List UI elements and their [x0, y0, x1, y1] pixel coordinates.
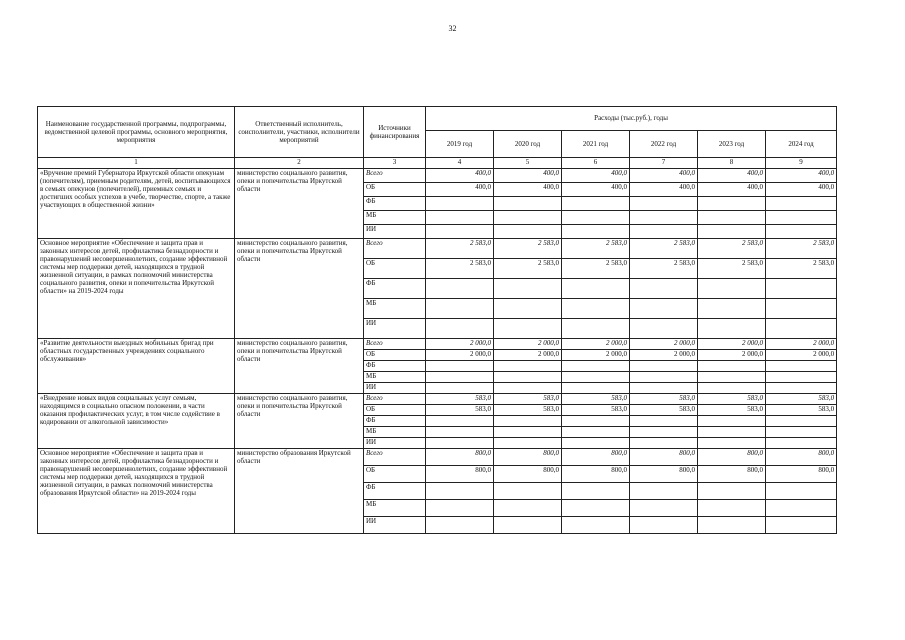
source-cell: МБ: [364, 500, 426, 517]
value-cell: 800,0: [630, 466, 698, 483]
page-number: 32: [448, 24, 457, 33]
value-cell: [630, 383, 698, 394]
header-executor: Ответственный исполнитель, соисполнители, участники, исполнители мероприятий: [235, 107, 364, 158]
value-cell: [630, 319, 698, 339]
value-cell: [562, 427, 630, 438]
program-name-cell: «Внедрение новых видов социальных услуг семьям, находящимся в социально опасном положении, в части оказания профилактических услуг, в том числе содействие в кодировании от алкогольной зависимости»: [38, 394, 235, 449]
table-row: [38, 239, 837, 259]
value-cell: [562, 517, 630, 534]
value-cell: 583,0: [630, 405, 698, 416]
value-cell: [698, 319, 766, 339]
table-row: [38, 394, 837, 405]
source-cell: ИИ: [364, 383, 426, 394]
value-cell: [494, 225, 562, 239]
value-cell: [698, 517, 766, 534]
value-cell: [494, 319, 562, 339]
source-cell: ОБ: [364, 259, 426, 279]
value-cell: 583,0: [494, 394, 562, 405]
value-cell: [698, 427, 766, 438]
value-cell: [562, 197, 630, 211]
value-cell: 800,0: [562, 449, 630, 466]
source-cell: ОБ: [364, 183, 426, 197]
value-cell: 2 583,0: [698, 259, 766, 279]
table-row: [38, 339, 837, 350]
value-cell: 583,0: [766, 405, 837, 416]
value-cell: [426, 517, 494, 534]
value-cell: 800,0: [630, 449, 698, 466]
source-cell: Всего: [364, 339, 426, 350]
value-cell: 583,0: [426, 405, 494, 416]
value-cell: 2 583,0: [698, 239, 766, 259]
value-cell: [698, 416, 766, 427]
value-cell: 2 000,0: [426, 350, 494, 361]
value-cell: [494, 517, 562, 534]
value-cell: 2 000,0: [494, 350, 562, 361]
value-cell: 2 000,0: [630, 350, 698, 361]
value-cell: [766, 211, 837, 225]
source-cell: МБ: [364, 211, 426, 225]
value-cell: [766, 416, 837, 427]
value-cell: [630, 279, 698, 299]
value-cell: [698, 483, 766, 500]
value-cell: [698, 438, 766, 449]
value-cell: 2 583,0: [494, 239, 562, 259]
value-cell: [630, 427, 698, 438]
executor-cell: министерство социального развития, опеки и попечительства Иркутской области: [235, 239, 364, 339]
value-cell: 400,0: [630, 183, 698, 197]
value-cell: 800,0: [426, 449, 494, 466]
value-cell: 400,0: [426, 169, 494, 183]
value-cell: [494, 197, 562, 211]
header-source: Источники финансирования: [364, 107, 426, 158]
header-year: 2019 год: [426, 131, 494, 158]
value-cell: 400,0: [494, 169, 562, 183]
source-cell: МБ: [364, 427, 426, 438]
value-cell: 400,0: [698, 183, 766, 197]
value-cell: [494, 279, 562, 299]
value-cell: [630, 197, 698, 211]
header-year: 2022 год: [630, 131, 698, 158]
value-cell: 800,0: [494, 466, 562, 483]
executor-cell: министерство социального развития, опеки и попечительства Иркутской области: [235, 394, 364, 449]
value-cell: [766, 299, 837, 319]
source-cell: ИИ: [364, 517, 426, 534]
value-cell: [698, 197, 766, 211]
value-cell: [562, 319, 630, 339]
source-cell: Всего: [364, 449, 426, 466]
value-cell: 583,0: [698, 405, 766, 416]
value-cell: 583,0: [698, 394, 766, 405]
column-number: 1: [38, 158, 235, 169]
value-cell: [426, 279, 494, 299]
value-cell: [426, 225, 494, 239]
value-cell: 800,0: [494, 449, 562, 466]
value-cell: [630, 438, 698, 449]
value-cell: [562, 483, 630, 500]
value-cell: 583,0: [494, 405, 562, 416]
value-cell: [426, 211, 494, 225]
value-cell: 800,0: [698, 449, 766, 466]
value-cell: [494, 211, 562, 225]
source-cell: ФБ: [364, 279, 426, 299]
value-cell: [630, 372, 698, 383]
value-cell: [426, 197, 494, 211]
header-year: 2021 год: [562, 131, 630, 158]
value-cell: [494, 372, 562, 383]
column-number: 6: [562, 158, 630, 169]
value-cell: 800,0: [426, 466, 494, 483]
column-number: 4: [426, 158, 494, 169]
value-cell: 800,0: [766, 466, 837, 483]
source-cell: ИИ: [364, 225, 426, 239]
value-cell: 800,0: [698, 466, 766, 483]
value-cell: 2 000,0: [630, 339, 698, 350]
value-cell: [630, 416, 698, 427]
value-cell: [630, 517, 698, 534]
column-number: 2: [235, 158, 364, 169]
value-cell: [698, 299, 766, 319]
value-cell: [766, 438, 837, 449]
column-number: 8: [698, 158, 766, 169]
source-cell: ФБ: [364, 416, 426, 427]
executor-cell: министерство социального развития, опеки и попечительства Иркутской области: [235, 169, 364, 239]
value-cell: [494, 361, 562, 372]
value-cell: [426, 372, 494, 383]
value-cell: [698, 225, 766, 239]
value-cell: [426, 416, 494, 427]
program-name-cell: «Развитие деятельности выездных мобильных бригад при областных государственных учреждениях социального обслуживания»: [38, 339, 235, 394]
value-cell: [766, 427, 837, 438]
source-cell: ОБ: [364, 405, 426, 416]
header-name: Наименование государственной программы, подпрограммы, ведомственной целевой программы, основного мероприятия, мероприятия: [38, 107, 235, 158]
value-cell: 2 000,0: [562, 339, 630, 350]
value-cell: [426, 299, 494, 319]
executor-cell: министерство социального развития, опеки и попечительства Иркутской области: [235, 339, 364, 394]
value-cell: [494, 438, 562, 449]
source-cell: ФБ: [364, 197, 426, 211]
value-cell: 2 583,0: [766, 239, 837, 259]
value-cell: [698, 279, 766, 299]
value-cell: 2 000,0: [562, 350, 630, 361]
value-cell: [562, 225, 630, 239]
value-cell: [698, 383, 766, 394]
column-number-row: [38, 158, 837, 169]
value-cell: 800,0: [562, 466, 630, 483]
header-expenses: Расходы (тыс.руб.), годы: [426, 107, 837, 131]
value-cell: 2 583,0: [630, 259, 698, 279]
value-cell: 583,0: [562, 405, 630, 416]
value-cell: [426, 483, 494, 500]
value-cell: [766, 372, 837, 383]
source-cell: ИИ: [364, 319, 426, 339]
value-cell: [698, 361, 766, 372]
program-name-cell: «Вручение премий Губернатора Иркутской области опекунам (попечителям), приемным родителям, детей, воспитывающихся в семьях опекунов (попечителей), приемных семьях и достигших особых успехов в учебе, творчестве, спорте, а также участвующих в общественной жизни»: [38, 169, 235, 239]
value-cell: [426, 383, 494, 394]
table-row: [38, 169, 837, 183]
value-cell: [426, 361, 494, 372]
source-cell: МБ: [364, 299, 426, 319]
value-cell: [766, 517, 837, 534]
header-year: 2023 год: [698, 131, 766, 158]
source-cell: Всего: [364, 169, 426, 183]
value-cell: [562, 500, 630, 517]
value-cell: 400,0: [562, 169, 630, 183]
value-cell: [562, 211, 630, 225]
value-cell: [426, 427, 494, 438]
source-cell: Всего: [364, 394, 426, 405]
value-cell: 400,0: [766, 169, 837, 183]
value-cell: [426, 438, 494, 449]
source-cell: Всего: [364, 239, 426, 259]
value-cell: [562, 372, 630, 383]
value-cell: [426, 319, 494, 339]
value-cell: [766, 361, 837, 372]
column-number: 5: [494, 158, 562, 169]
value-cell: 583,0: [630, 394, 698, 405]
value-cell: [766, 225, 837, 239]
source-cell: ОБ: [364, 466, 426, 483]
source-cell: ИИ: [364, 438, 426, 449]
value-cell: [766, 383, 837, 394]
value-cell: 2 000,0: [698, 339, 766, 350]
value-cell: 2 583,0: [562, 259, 630, 279]
value-cell: [426, 500, 494, 517]
value-cell: [630, 225, 698, 239]
value-cell: [494, 427, 562, 438]
value-cell: 2 000,0: [766, 339, 837, 350]
value-cell: [630, 211, 698, 225]
value-cell: [766, 483, 837, 500]
value-cell: [494, 383, 562, 394]
value-cell: 2 583,0: [426, 259, 494, 279]
value-cell: 400,0: [562, 183, 630, 197]
value-cell: [630, 500, 698, 517]
table-row: [38, 449, 837, 466]
program-name-cell: Основное мероприятие «Обеспечение и защита прав и законных интересов детей, профилактика безнадзорности и правонарушений несовершеннолетних, создание эффективной системы мер поддержки детей, находящихся в трудной жизненной ситуации, в рамках полномочий министерства социального развития, опеки и попечительства Иркутской области» на 2019-2024 годы: [38, 239, 235, 339]
value-cell: [494, 483, 562, 500]
value-cell: 2 583,0: [630, 239, 698, 259]
value-cell: 2 583,0: [766, 259, 837, 279]
value-cell: [562, 279, 630, 299]
value-cell: 583,0: [426, 394, 494, 405]
value-cell: 2 583,0: [494, 259, 562, 279]
value-cell: [494, 416, 562, 427]
header-year: 2024 год: [766, 131, 837, 158]
value-cell: [766, 197, 837, 211]
value-cell: [766, 279, 837, 299]
value-cell: [562, 416, 630, 427]
column-number: 9: [766, 158, 837, 169]
value-cell: 2 000,0: [494, 339, 562, 350]
executor-cell: министерство образования Иркутской области: [235, 449, 364, 534]
value-cell: [698, 500, 766, 517]
value-cell: 2 000,0: [426, 339, 494, 350]
value-cell: [562, 361, 630, 372]
value-cell: 2 583,0: [426, 239, 494, 259]
expenses-table: [37, 106, 837, 534]
value-cell: [630, 299, 698, 319]
value-cell: 583,0: [562, 394, 630, 405]
value-cell: [698, 211, 766, 225]
value-cell: 800,0: [766, 449, 837, 466]
value-cell: 2 583,0: [562, 239, 630, 259]
value-cell: 400,0: [766, 183, 837, 197]
source-cell: ОБ: [364, 350, 426, 361]
value-cell: 400,0: [698, 169, 766, 183]
source-cell: ФБ: [364, 483, 426, 500]
value-cell: 583,0: [766, 394, 837, 405]
value-cell: 400,0: [426, 183, 494, 197]
value-cell: [562, 438, 630, 449]
value-cell: [766, 319, 837, 339]
value-cell: [698, 372, 766, 383]
value-cell: [766, 500, 837, 517]
value-cell: 400,0: [494, 183, 562, 197]
value-cell: [494, 299, 562, 319]
value-cell: 2 000,0: [698, 350, 766, 361]
value-cell: 2 000,0: [766, 350, 837, 361]
value-cell: [630, 361, 698, 372]
value-cell: [494, 500, 562, 517]
source-cell: ФБ: [364, 361, 426, 372]
value-cell: [562, 299, 630, 319]
column-number: 3: [364, 158, 426, 169]
value-cell: [630, 483, 698, 500]
program-name-cell: Основное мероприятие «Обеспечение и защита прав и законных интересов детей, профилактика безнадзорности и правонарушений несовершеннолетних, создание эффективной системы мер поддержки детей, находящихся в трудной жизненной ситуации, в рамках полномочий министерства образования Иркутской области» на 2019-2024 годы: [38, 449, 235, 534]
value-cell: [562, 383, 630, 394]
column-number: 7: [630, 158, 698, 169]
source-cell: МБ: [364, 372, 426, 383]
value-cell: 400,0: [630, 169, 698, 183]
header-year: 2020 год: [494, 131, 562, 158]
